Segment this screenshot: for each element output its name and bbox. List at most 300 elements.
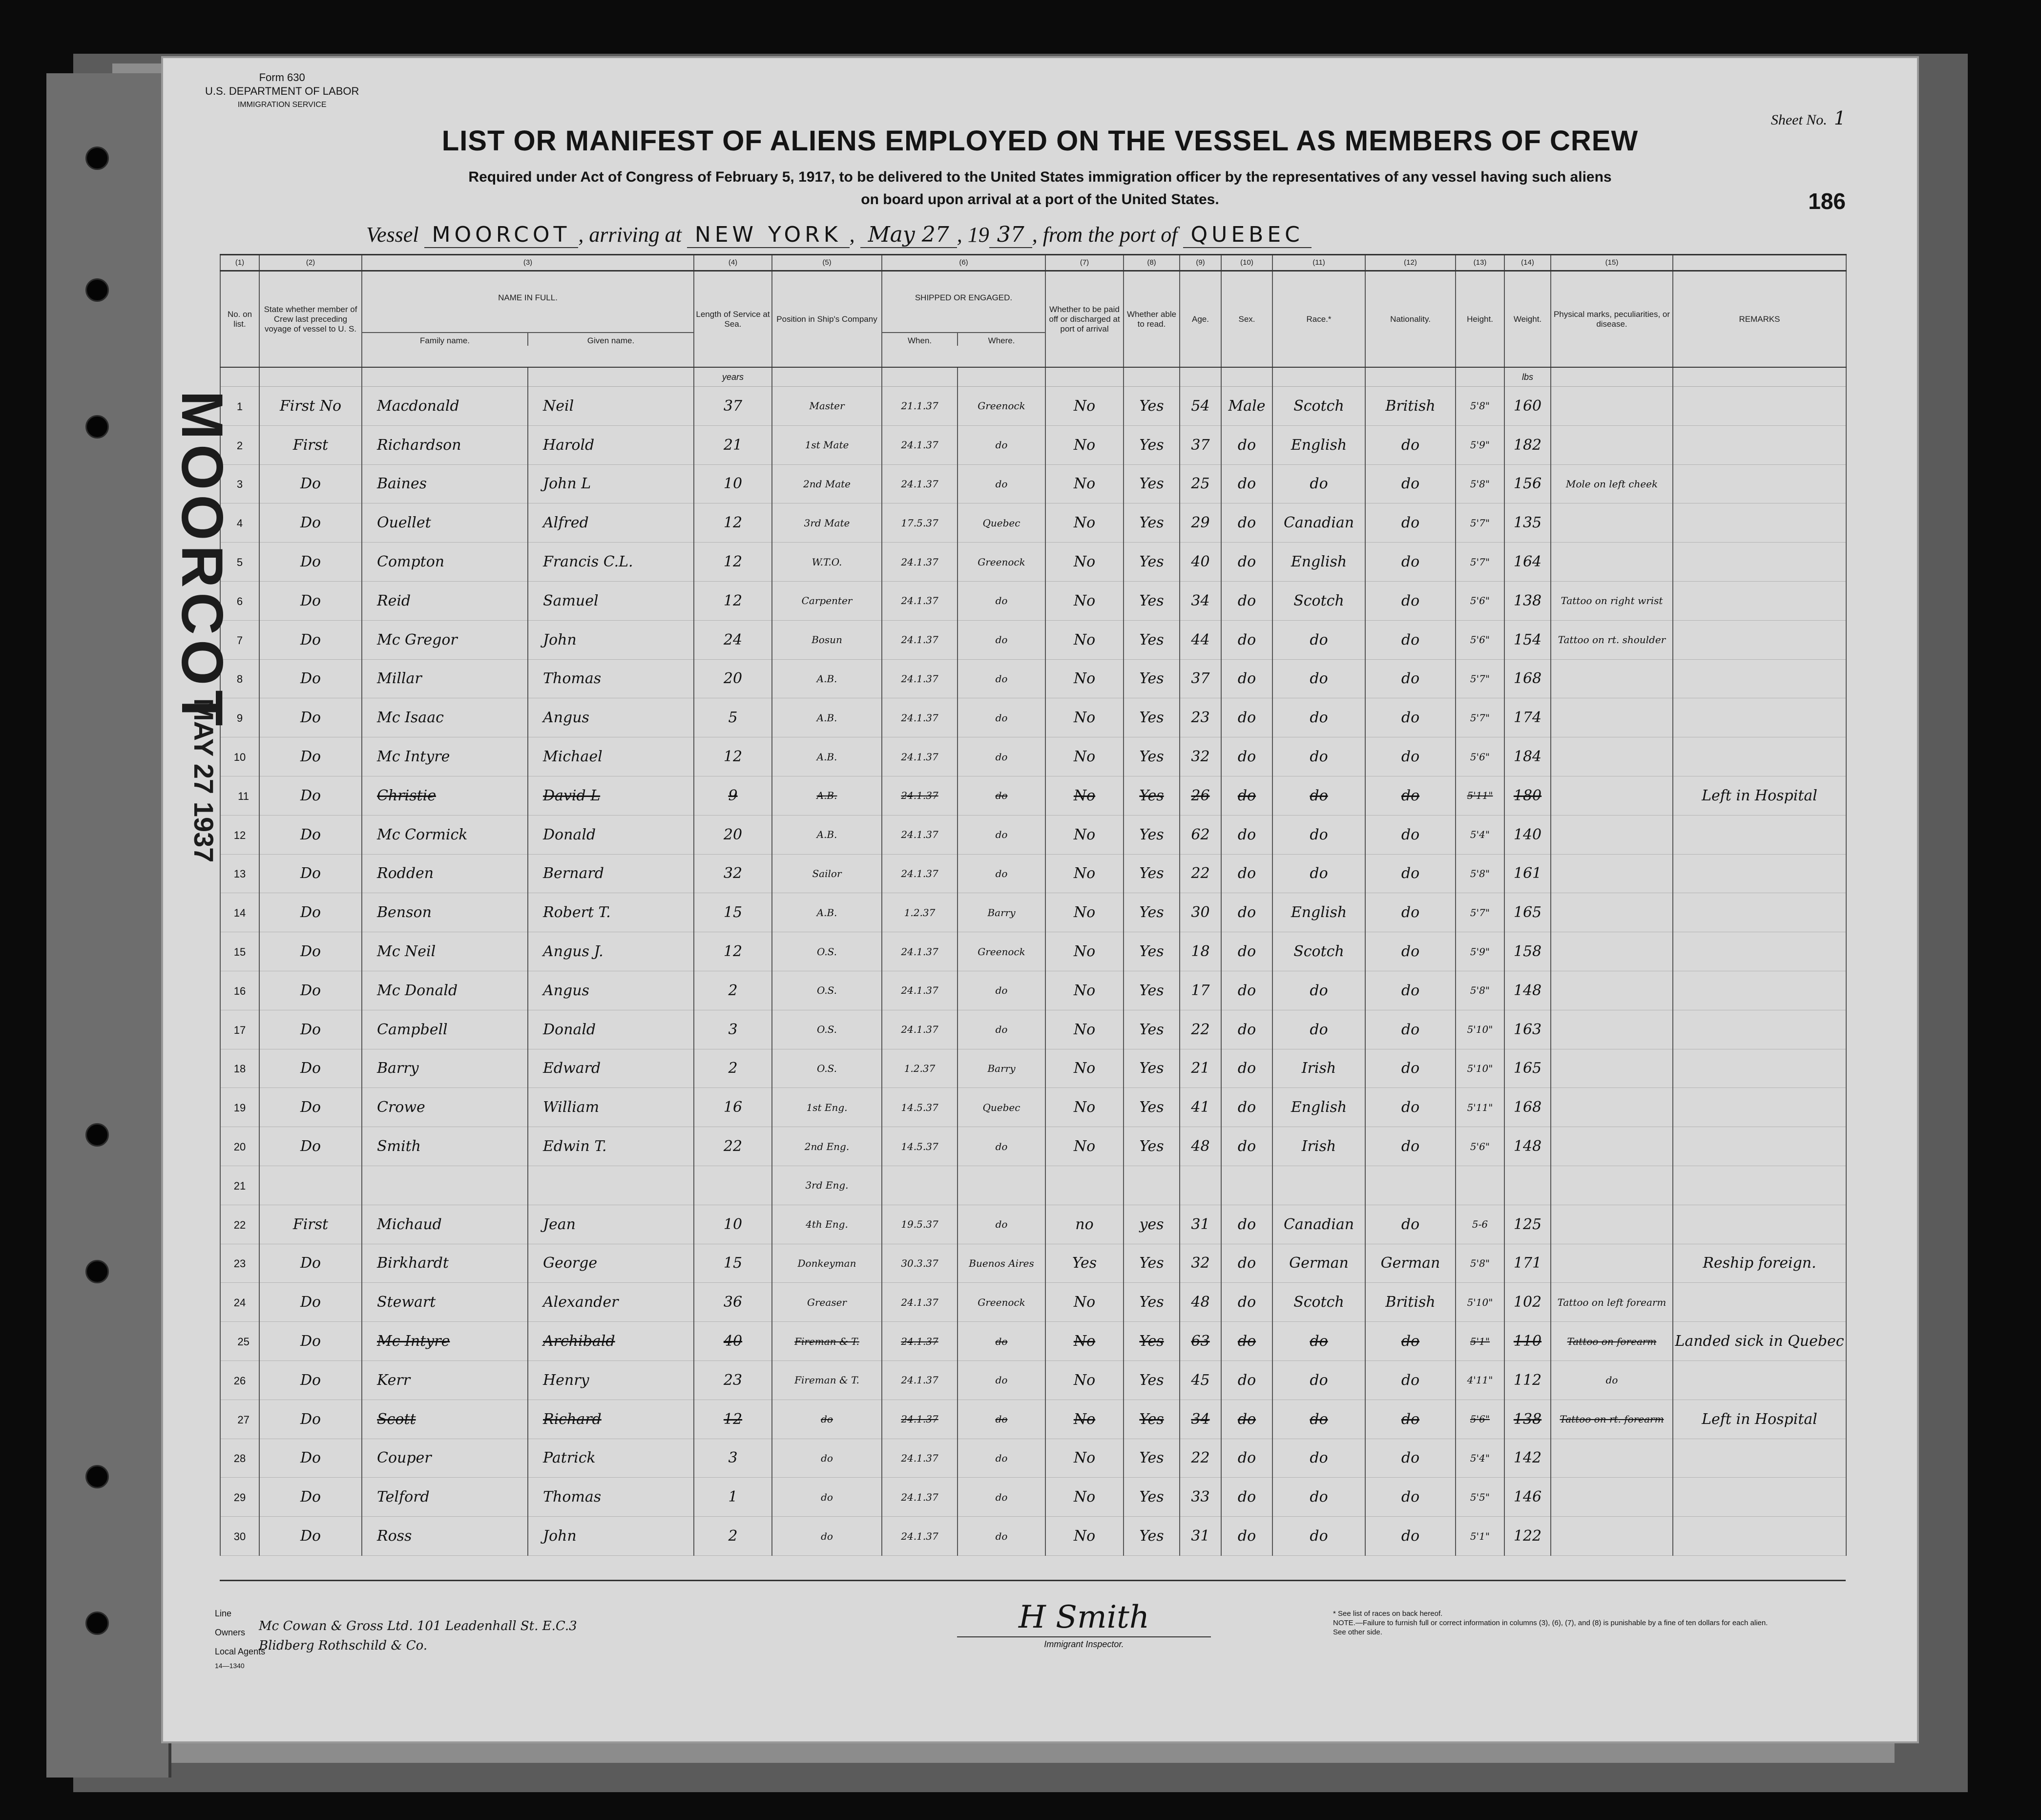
cell-no bbox=[220, 1478, 259, 1517]
cell-wt: 182 bbox=[1504, 425, 1551, 464]
cell-given: Harold bbox=[528, 425, 694, 464]
cell-age: 32 bbox=[1180, 737, 1221, 776]
cell-phys bbox=[1551, 1010, 1673, 1049]
cell-phys bbox=[1551, 737, 1673, 776]
cell-age: 54 bbox=[1180, 387, 1221, 426]
cell-race: do bbox=[1272, 659, 1365, 698]
row-number: 7 bbox=[236, 634, 243, 647]
row-number: 18 bbox=[233, 1063, 246, 1075]
cell-family: Reid bbox=[362, 581, 528, 620]
cell-when: 24.1.37 bbox=[882, 971, 958, 1010]
cell-family: Mc Intyre bbox=[362, 1322, 528, 1361]
cell-state: Do bbox=[259, 854, 362, 893]
cell-state: Do bbox=[259, 1088, 362, 1127]
row-number: 17 bbox=[233, 1024, 246, 1036]
cell-len: 40 bbox=[694, 1322, 772, 1361]
agents-label: Local Agents bbox=[215, 1647, 266, 1656]
punch-hole bbox=[85, 415, 109, 439]
cell-no bbox=[220, 1517, 259, 1556]
cell-sex: do bbox=[1221, 1205, 1272, 1244]
arriving-label: , arriving at bbox=[578, 223, 682, 247]
cell-wt: 165 bbox=[1504, 1049, 1551, 1088]
cell-when: 24.1.37 bbox=[882, 737, 958, 776]
cell-where: do bbox=[958, 854, 1045, 893]
cell-len: 5 bbox=[694, 698, 772, 737]
cell-when: 1.2.37 bbox=[882, 893, 958, 932]
cell-where: do bbox=[958, 1010, 1045, 1049]
table-row bbox=[220, 1478, 1846, 1517]
cell-read: Yes bbox=[1124, 932, 1180, 971]
cell-sex: do bbox=[1221, 1439, 1272, 1478]
cell-age: 48 bbox=[1180, 1283, 1221, 1322]
cell-pos: A.B. bbox=[772, 698, 882, 737]
cell-nat: do bbox=[1365, 971, 1456, 1010]
cell-pos: W.T.O. bbox=[772, 543, 882, 582]
cell-len: 22 bbox=[694, 1127, 772, 1166]
header-race: Race.* bbox=[1272, 271, 1365, 368]
cell-where: do bbox=[958, 1322, 1045, 1361]
cell-read: Yes bbox=[1124, 620, 1180, 659]
cell-len: 15 bbox=[694, 1244, 772, 1283]
cell-state: Do bbox=[259, 1049, 362, 1088]
cell-race: do bbox=[1272, 1322, 1365, 1361]
cell-paid: No bbox=[1045, 464, 1124, 503]
cell-given: Henry bbox=[528, 1360, 694, 1400]
cell-wt: 160 bbox=[1504, 387, 1551, 426]
cell-family: Kerr bbox=[362, 1360, 528, 1400]
cell-given: David L bbox=[528, 776, 694, 815]
header-given-name: Given name. bbox=[527, 333, 693, 346]
cell-rem bbox=[1673, 464, 1846, 503]
cell-age: 31 bbox=[1180, 1205, 1221, 1244]
cell-pos: Greaser bbox=[772, 1283, 882, 1322]
cell-age: 25 bbox=[1180, 464, 1221, 503]
cell-ht: 5'7" bbox=[1456, 893, 1504, 932]
cell-read: Yes bbox=[1124, 1478, 1180, 1517]
cell-state: Do bbox=[259, 1244, 362, 1283]
cell-state: Do bbox=[259, 737, 362, 776]
cell-sex: do bbox=[1221, 1283, 1272, 1322]
cell-where: Quebec bbox=[958, 1088, 1045, 1127]
table-row bbox=[220, 893, 1846, 932]
cell-phys: Tattoo on rt. forearm bbox=[1551, 1400, 1673, 1439]
cell-state: Do bbox=[259, 464, 362, 503]
cell-family: Richardson bbox=[362, 425, 528, 464]
cell-family: Mc Isaac bbox=[362, 698, 528, 737]
cell-phys bbox=[1551, 1166, 1673, 1205]
cell-phys bbox=[1551, 1439, 1673, 1478]
cell-len: 10 bbox=[694, 1205, 772, 1244]
cell-given: Samuel bbox=[528, 581, 694, 620]
cell-pos: 1st Eng. bbox=[772, 1088, 882, 1127]
units-row bbox=[220, 367, 1846, 387]
vessel-name: MOORCOT bbox=[424, 222, 579, 248]
cell-pos: 4th Eng. bbox=[772, 1205, 882, 1244]
cell-rem bbox=[1673, 1478, 1846, 1517]
cell-pos: O.S. bbox=[772, 971, 882, 1010]
cell-read: Yes bbox=[1124, 1088, 1180, 1127]
cell-race: Irish bbox=[1272, 1127, 1365, 1166]
cell-no bbox=[220, 1283, 259, 1322]
cell-paid: No bbox=[1045, 1478, 1124, 1517]
cell-no bbox=[220, 1205, 259, 1244]
cell-read: Yes bbox=[1124, 464, 1180, 503]
cell-ht: 5'6" bbox=[1456, 737, 1504, 776]
cell-rem bbox=[1673, 1517, 1846, 1556]
arrival-year: 37 bbox=[989, 222, 1032, 248]
cell-read: Yes bbox=[1124, 1360, 1180, 1400]
cell-state: Do bbox=[259, 581, 362, 620]
cell-pos: O.S. bbox=[772, 1049, 882, 1088]
cell-when: 24.1.37 bbox=[882, 932, 958, 971]
cell-when: 24.1.37 bbox=[882, 1283, 958, 1322]
cell-phys bbox=[1551, 659, 1673, 698]
cell-sex: do bbox=[1221, 1400, 1272, 1439]
col-num: (5) bbox=[772, 255, 882, 271]
cell-where: do bbox=[958, 1360, 1045, 1400]
cell-sex: do bbox=[1221, 1322, 1272, 1361]
cell-sex: do bbox=[1221, 1049, 1272, 1088]
row-number: 29 bbox=[233, 1491, 246, 1504]
col-num: (12) bbox=[1365, 255, 1456, 271]
cell-family: Benson bbox=[362, 893, 528, 932]
col-num: (10) bbox=[1221, 255, 1272, 271]
cell-len: 32 bbox=[694, 854, 772, 893]
cell-when: 24.1.37 bbox=[882, 659, 958, 698]
cell-nat: do bbox=[1365, 1049, 1456, 1088]
footer-handwriting bbox=[259, 1616, 577, 1655]
cell-when: 24.1.37 bbox=[882, 1517, 958, 1556]
cell-nat: do bbox=[1365, 581, 1456, 620]
cell-when: 24.1.37 bbox=[882, 581, 958, 620]
cell-sex: do bbox=[1221, 1478, 1272, 1517]
row-number: 19 bbox=[233, 1102, 246, 1114]
cell-given: Donald bbox=[528, 1010, 694, 1049]
footer bbox=[215, 1590, 1875, 1716]
header-no-on-list: No. on list. bbox=[220, 271, 259, 368]
cell-where: Greenock bbox=[958, 1283, 1045, 1322]
cell-paid: No bbox=[1045, 503, 1124, 543]
cell-state: Do bbox=[259, 1517, 362, 1556]
header-remarks: REMARKS bbox=[1673, 271, 1846, 368]
cell-phys: Tattoo on right wrist bbox=[1551, 581, 1673, 620]
cell-nat: do bbox=[1365, 543, 1456, 582]
cell-wt: 142 bbox=[1504, 1439, 1551, 1478]
subtitle-line-1: Required under Act of Congress of February 5, 1917, to be delivered to the United States immigration officer by the representatives of any vessel having such aliens bbox=[468, 169, 1612, 185]
row-number: 2 bbox=[236, 439, 243, 452]
cell-family: Michaud bbox=[362, 1205, 528, 1244]
cell-phys bbox=[1551, 387, 1673, 426]
cell-len: 3 bbox=[694, 1439, 772, 1478]
row-number: 23 bbox=[233, 1257, 246, 1270]
cell-wt: 171 bbox=[1504, 1244, 1551, 1283]
cell-nat: German bbox=[1365, 1244, 1456, 1283]
cell-given: John L bbox=[528, 464, 694, 503]
cell-no bbox=[220, 1166, 259, 1205]
cell-state: Do bbox=[259, 971, 362, 1010]
table-row bbox=[220, 1010, 1846, 1049]
cell-len: 2 bbox=[694, 1517, 772, 1556]
cell-state: Do bbox=[259, 503, 362, 543]
cell-wt: 174 bbox=[1504, 698, 1551, 737]
cell-age: 26 bbox=[1180, 776, 1221, 815]
cell-ht: 5'10" bbox=[1456, 1049, 1504, 1088]
cell-sex: do bbox=[1221, 776, 1272, 815]
cell-given: Edward bbox=[528, 1049, 694, 1088]
cell-phys bbox=[1551, 854, 1673, 893]
cell-pos: Donkeyman bbox=[772, 1244, 882, 1283]
cell-where: Greenock bbox=[958, 387, 1045, 426]
cell-ht: 5'6" bbox=[1456, 581, 1504, 620]
cell-age: 44 bbox=[1180, 620, 1221, 659]
cell-age: 22 bbox=[1180, 1010, 1221, 1049]
cell-ht: 5-6 bbox=[1456, 1205, 1504, 1244]
cell-age: 37 bbox=[1180, 659, 1221, 698]
cell-race: do bbox=[1272, 1517, 1365, 1556]
cell-phys bbox=[1551, 971, 1673, 1010]
cell-len: 20 bbox=[694, 659, 772, 698]
cell-wt: 148 bbox=[1504, 971, 1551, 1010]
cell-race: Scotch bbox=[1272, 932, 1365, 971]
cell-paid: No bbox=[1045, 1010, 1124, 1049]
row-number: 27 bbox=[237, 1413, 250, 1426]
cell-pos: 1st Mate bbox=[772, 425, 882, 464]
cell-pos: do bbox=[772, 1400, 882, 1439]
cell-sex: do bbox=[1221, 581, 1272, 620]
cell-phys bbox=[1551, 1244, 1673, 1283]
cell-nat: do bbox=[1365, 932, 1456, 971]
cell-given: Donald bbox=[528, 815, 694, 854]
cell-phys bbox=[1551, 1517, 1673, 1556]
cell-wt: 125 bbox=[1504, 1205, 1551, 1244]
cell-ht: 5'1" bbox=[1456, 1517, 1504, 1556]
cell-ht: 5'7" bbox=[1456, 503, 1504, 543]
cell-rem bbox=[1673, 1049, 1846, 1088]
cell-where: do bbox=[958, 620, 1045, 659]
cell-len: 37 bbox=[694, 387, 772, 426]
cell-pos: Sailor bbox=[772, 854, 882, 893]
cell-state: First bbox=[259, 1205, 362, 1244]
cell-sex: do bbox=[1221, 854, 1272, 893]
cell-read: Yes bbox=[1124, 425, 1180, 464]
cell-ht: 5'10" bbox=[1456, 1283, 1504, 1322]
cell-pos: Carpenter bbox=[772, 581, 882, 620]
cell-race: do bbox=[1272, 1439, 1365, 1478]
cell-where: do bbox=[958, 1127, 1045, 1166]
cell-no bbox=[220, 1127, 259, 1166]
cell-paid: No bbox=[1045, 1283, 1124, 1322]
row-number: 25 bbox=[237, 1336, 250, 1348]
cell-no bbox=[220, 737, 259, 776]
cell-where: do bbox=[958, 1517, 1045, 1556]
cell-race: Canadian bbox=[1272, 1205, 1365, 1244]
cell-phys bbox=[1551, 1088, 1673, 1127]
cell-paid: No bbox=[1045, 1517, 1124, 1556]
cell-age: 62 bbox=[1180, 815, 1221, 854]
cell-len: 9 bbox=[694, 776, 772, 815]
cell-read: Yes bbox=[1124, 1439, 1180, 1478]
cell-pos: A.B. bbox=[772, 659, 882, 698]
cell-wt: 140 bbox=[1504, 815, 1551, 854]
cell-pos: Bosun bbox=[772, 620, 882, 659]
cell-rem bbox=[1673, 581, 1846, 620]
cell-state: Do bbox=[259, 620, 362, 659]
cell-when: 24.1.37 bbox=[882, 1010, 958, 1049]
cell-family: Stewart bbox=[362, 1283, 528, 1322]
cell-pos: 3rd Eng. bbox=[772, 1166, 882, 1205]
cell-paid: No bbox=[1045, 737, 1124, 776]
cell-family: Mc Cormick bbox=[362, 815, 528, 854]
cell-wt: 112 bbox=[1504, 1360, 1551, 1400]
cell-where: do bbox=[958, 425, 1045, 464]
table-row bbox=[220, 1283, 1846, 1322]
cell-paid: No bbox=[1045, 854, 1124, 893]
cell-nat: do bbox=[1365, 737, 1456, 776]
cell-given: Thomas bbox=[528, 1478, 694, 1517]
cell-when: 19.5.37 bbox=[882, 1205, 958, 1244]
cell-phys bbox=[1551, 932, 1673, 971]
cell-rem bbox=[1673, 971, 1846, 1010]
footer-notes bbox=[1333, 1609, 1772, 1637]
cell-wt: 184 bbox=[1504, 737, 1551, 776]
col-num: (14) bbox=[1504, 255, 1551, 271]
cell-family: Smith bbox=[362, 1127, 528, 1166]
cell-nat: do bbox=[1365, 1478, 1456, 1517]
table-row bbox=[220, 543, 1846, 582]
cell-paid: Yes bbox=[1045, 1244, 1124, 1283]
cell-race: Scotch bbox=[1272, 1283, 1365, 1322]
owners-label: Owners bbox=[215, 1628, 246, 1637]
col-num bbox=[1673, 255, 1846, 271]
cell-sex: do bbox=[1221, 1360, 1272, 1400]
punch-hole bbox=[85, 1611, 109, 1635]
cell-len: 2 bbox=[694, 1049, 772, 1088]
cell-ht: 5'7" bbox=[1456, 698, 1504, 737]
header-age: Age. bbox=[1180, 271, 1221, 368]
row-number: 16 bbox=[233, 984, 246, 997]
table-row bbox=[220, 854, 1846, 893]
cell-no bbox=[220, 1439, 259, 1478]
cell-ht: 5'1" bbox=[1456, 1322, 1504, 1361]
cell-nat: do bbox=[1365, 1439, 1456, 1478]
cell-where: do bbox=[958, 464, 1045, 503]
cell-wt: 146 bbox=[1504, 1478, 1551, 1517]
cell-rem bbox=[1673, 1205, 1846, 1244]
cell-nat: do bbox=[1365, 1010, 1456, 1049]
cell-given: Angus bbox=[528, 698, 694, 737]
cell-read: Yes bbox=[1124, 1400, 1180, 1439]
cell-read: Yes bbox=[1124, 854, 1180, 893]
cell-phys bbox=[1551, 425, 1673, 464]
cell-rem bbox=[1673, 893, 1846, 932]
cell-state: Do bbox=[259, 776, 362, 815]
cell-paid: No bbox=[1045, 1088, 1124, 1127]
cell-state: Do bbox=[259, 815, 362, 854]
cell-len: 12 bbox=[694, 503, 772, 543]
cell-pos: A.B. bbox=[772, 737, 882, 776]
cell-wt: 180 bbox=[1504, 776, 1551, 815]
table-row bbox=[220, 1205, 1846, 1244]
cell-no bbox=[220, 1088, 259, 1127]
cell-nat: do bbox=[1365, 854, 1456, 893]
cell-where bbox=[958, 1166, 1045, 1205]
cell-read: Yes bbox=[1124, 737, 1180, 776]
service: IMMIGRATION SERVICE bbox=[237, 101, 327, 109]
cell-rem: Reship foreign. bbox=[1673, 1244, 1846, 1283]
cell-family: Baines bbox=[362, 464, 528, 503]
row-number: 1 bbox=[236, 400, 243, 413]
cell-when: 24.1.37 bbox=[882, 1322, 958, 1361]
header-weight: Weight. bbox=[1504, 271, 1551, 368]
cell-race: do bbox=[1272, 971, 1365, 1010]
header-position: Position in Ship's Company bbox=[772, 271, 882, 368]
cell-given: Michael bbox=[528, 737, 694, 776]
header-paid-off: Whether to be paid off or discharged at port of arrival bbox=[1045, 271, 1124, 368]
cell-wt: 158 bbox=[1504, 932, 1551, 971]
cell-no bbox=[220, 1049, 259, 1088]
cell-state: Do bbox=[259, 1478, 362, 1517]
cell-age: 18 bbox=[1180, 932, 1221, 971]
cell-wt: 110 bbox=[1504, 1322, 1551, 1361]
cell-when: 24.1.37 bbox=[882, 854, 958, 893]
cell-race: do bbox=[1272, 698, 1365, 737]
cell-family: Telford bbox=[362, 1478, 528, 1517]
cell-given: John bbox=[528, 620, 694, 659]
cell-state: Do bbox=[259, 659, 362, 698]
cell-state: Do bbox=[259, 1400, 362, 1439]
table-row bbox=[220, 1322, 1846, 1361]
cell-read: Yes bbox=[1124, 581, 1180, 620]
cell-age: 48 bbox=[1180, 1127, 1221, 1166]
cell-race: Canadian bbox=[1272, 503, 1365, 543]
cell-paid: No bbox=[1045, 425, 1124, 464]
cell-race: do bbox=[1272, 1010, 1365, 1049]
cell-sex: do bbox=[1221, 1244, 1272, 1283]
cell-race: English bbox=[1272, 1088, 1365, 1127]
cell-sex: do bbox=[1221, 1088, 1272, 1127]
cell-paid: No bbox=[1045, 1127, 1124, 1166]
cell-age: 31 bbox=[1180, 1517, 1221, 1556]
cell-sex: do bbox=[1221, 698, 1272, 737]
cell-ht: 5'6" bbox=[1456, 620, 1504, 659]
cell-wt: 138 bbox=[1504, 581, 1551, 620]
cell-no bbox=[220, 815, 259, 854]
cell-age: 45 bbox=[1180, 1360, 1221, 1400]
cell-given: William bbox=[528, 1088, 694, 1127]
cell-when: 24.1.37 bbox=[882, 815, 958, 854]
cell-given: Jean bbox=[528, 1205, 694, 1244]
cell-rem bbox=[1673, 1088, 1846, 1127]
cell-pos: Fireman & T. bbox=[772, 1360, 882, 1400]
cell-sex: do bbox=[1221, 971, 1272, 1010]
cell-ht: 5'8" bbox=[1456, 854, 1504, 893]
cell-state: Do bbox=[259, 932, 362, 971]
cell-age: 23 bbox=[1180, 698, 1221, 737]
cell-where: Greenock bbox=[958, 543, 1045, 582]
cell-paid: No bbox=[1045, 893, 1124, 932]
row-number: 20 bbox=[233, 1141, 246, 1153]
cell-rem bbox=[1673, 1010, 1846, 1049]
unit-years: years bbox=[694, 367, 772, 387]
cell-phys bbox=[1551, 1127, 1673, 1166]
manifest-form bbox=[161, 56, 1919, 1743]
cell-pos: do bbox=[772, 1517, 882, 1556]
cell-family: Birkhardt bbox=[362, 1244, 528, 1283]
cell-when: 24.1.37 bbox=[882, 620, 958, 659]
cell-where: Greenock bbox=[958, 932, 1045, 971]
cell-pos: A.B. bbox=[772, 893, 882, 932]
cell-when: 30.3.37 bbox=[882, 1244, 958, 1283]
